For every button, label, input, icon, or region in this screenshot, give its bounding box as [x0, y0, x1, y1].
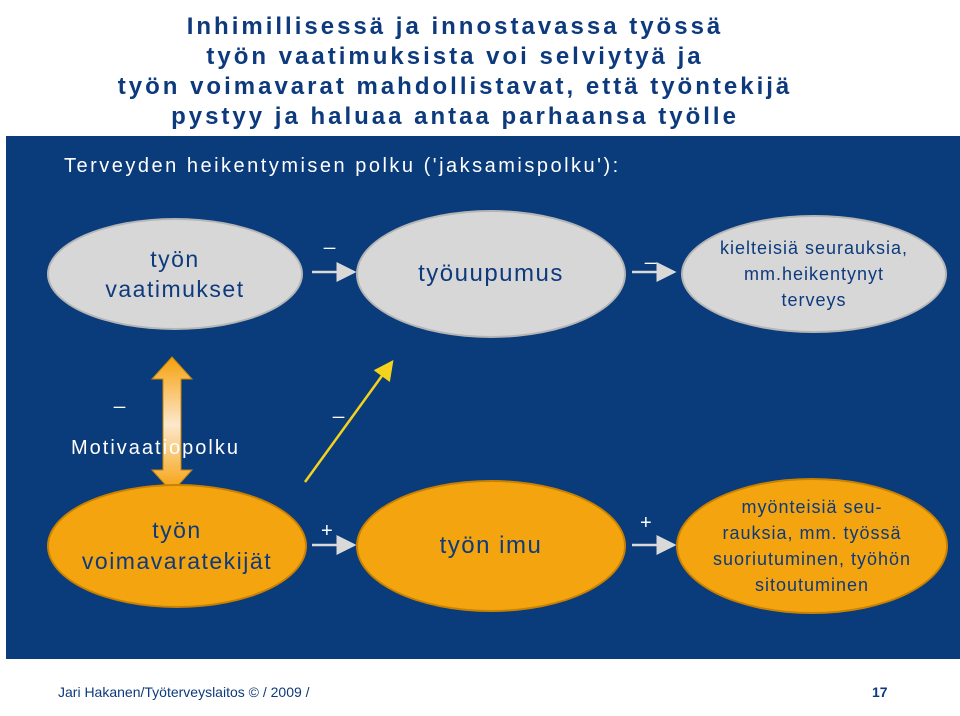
title-line-2: työn vaatimuksista voi selviytyä ja	[206, 43, 704, 70]
node-work-engagement: työn imu	[356, 480, 626, 612]
sign-plus-2: +	[640, 512, 652, 534]
motivation-path-label: Motivaatiopolku	[71, 437, 240, 459]
page-number: 17	[872, 684, 888, 700]
node-job-demands: työn vaatimukset	[47, 218, 303, 330]
sign-plus-1: +	[321, 520, 333, 542]
sign-minus-left: _	[114, 387, 126, 409]
node-job-resources: työn voimavaratekijät	[47, 484, 307, 608]
title-line-4: pystyy ja haluaa antaa parhaansa työlle	[171, 103, 739, 130]
sign-minus-right: _	[333, 397, 345, 419]
title-line-3: työn voimavarat mahdollistavat, että työntekijä	[117, 73, 793, 100]
node-negative-outcomes: kielteisiä seurauksia, mm.heikentynyt terveys	[681, 215, 947, 333]
node-burnout: työuupumus	[356, 210, 626, 338]
sign-minus-1: _	[324, 228, 336, 250]
arrow-resources-to-burnout	[305, 362, 392, 482]
double-arrow-demands-resources	[152, 357, 192, 492]
sign-minus-2: _	[645, 243, 657, 265]
node-positive-outcomes: myönteisiä seu- rauksia, mm. työssä suoriutuminen, työhön sitoutuminen	[676, 478, 948, 614]
title-line-1: Inhimillisessä ja innostavassa työssä	[186, 13, 724, 40]
health-path-heading: Terveyden heikentymisen polku ('jaksamispolku'):	[64, 155, 621, 177]
footer-credit: Jari Hakanen/Työterveyslaitos © / 2009 /	[58, 684, 310, 700]
